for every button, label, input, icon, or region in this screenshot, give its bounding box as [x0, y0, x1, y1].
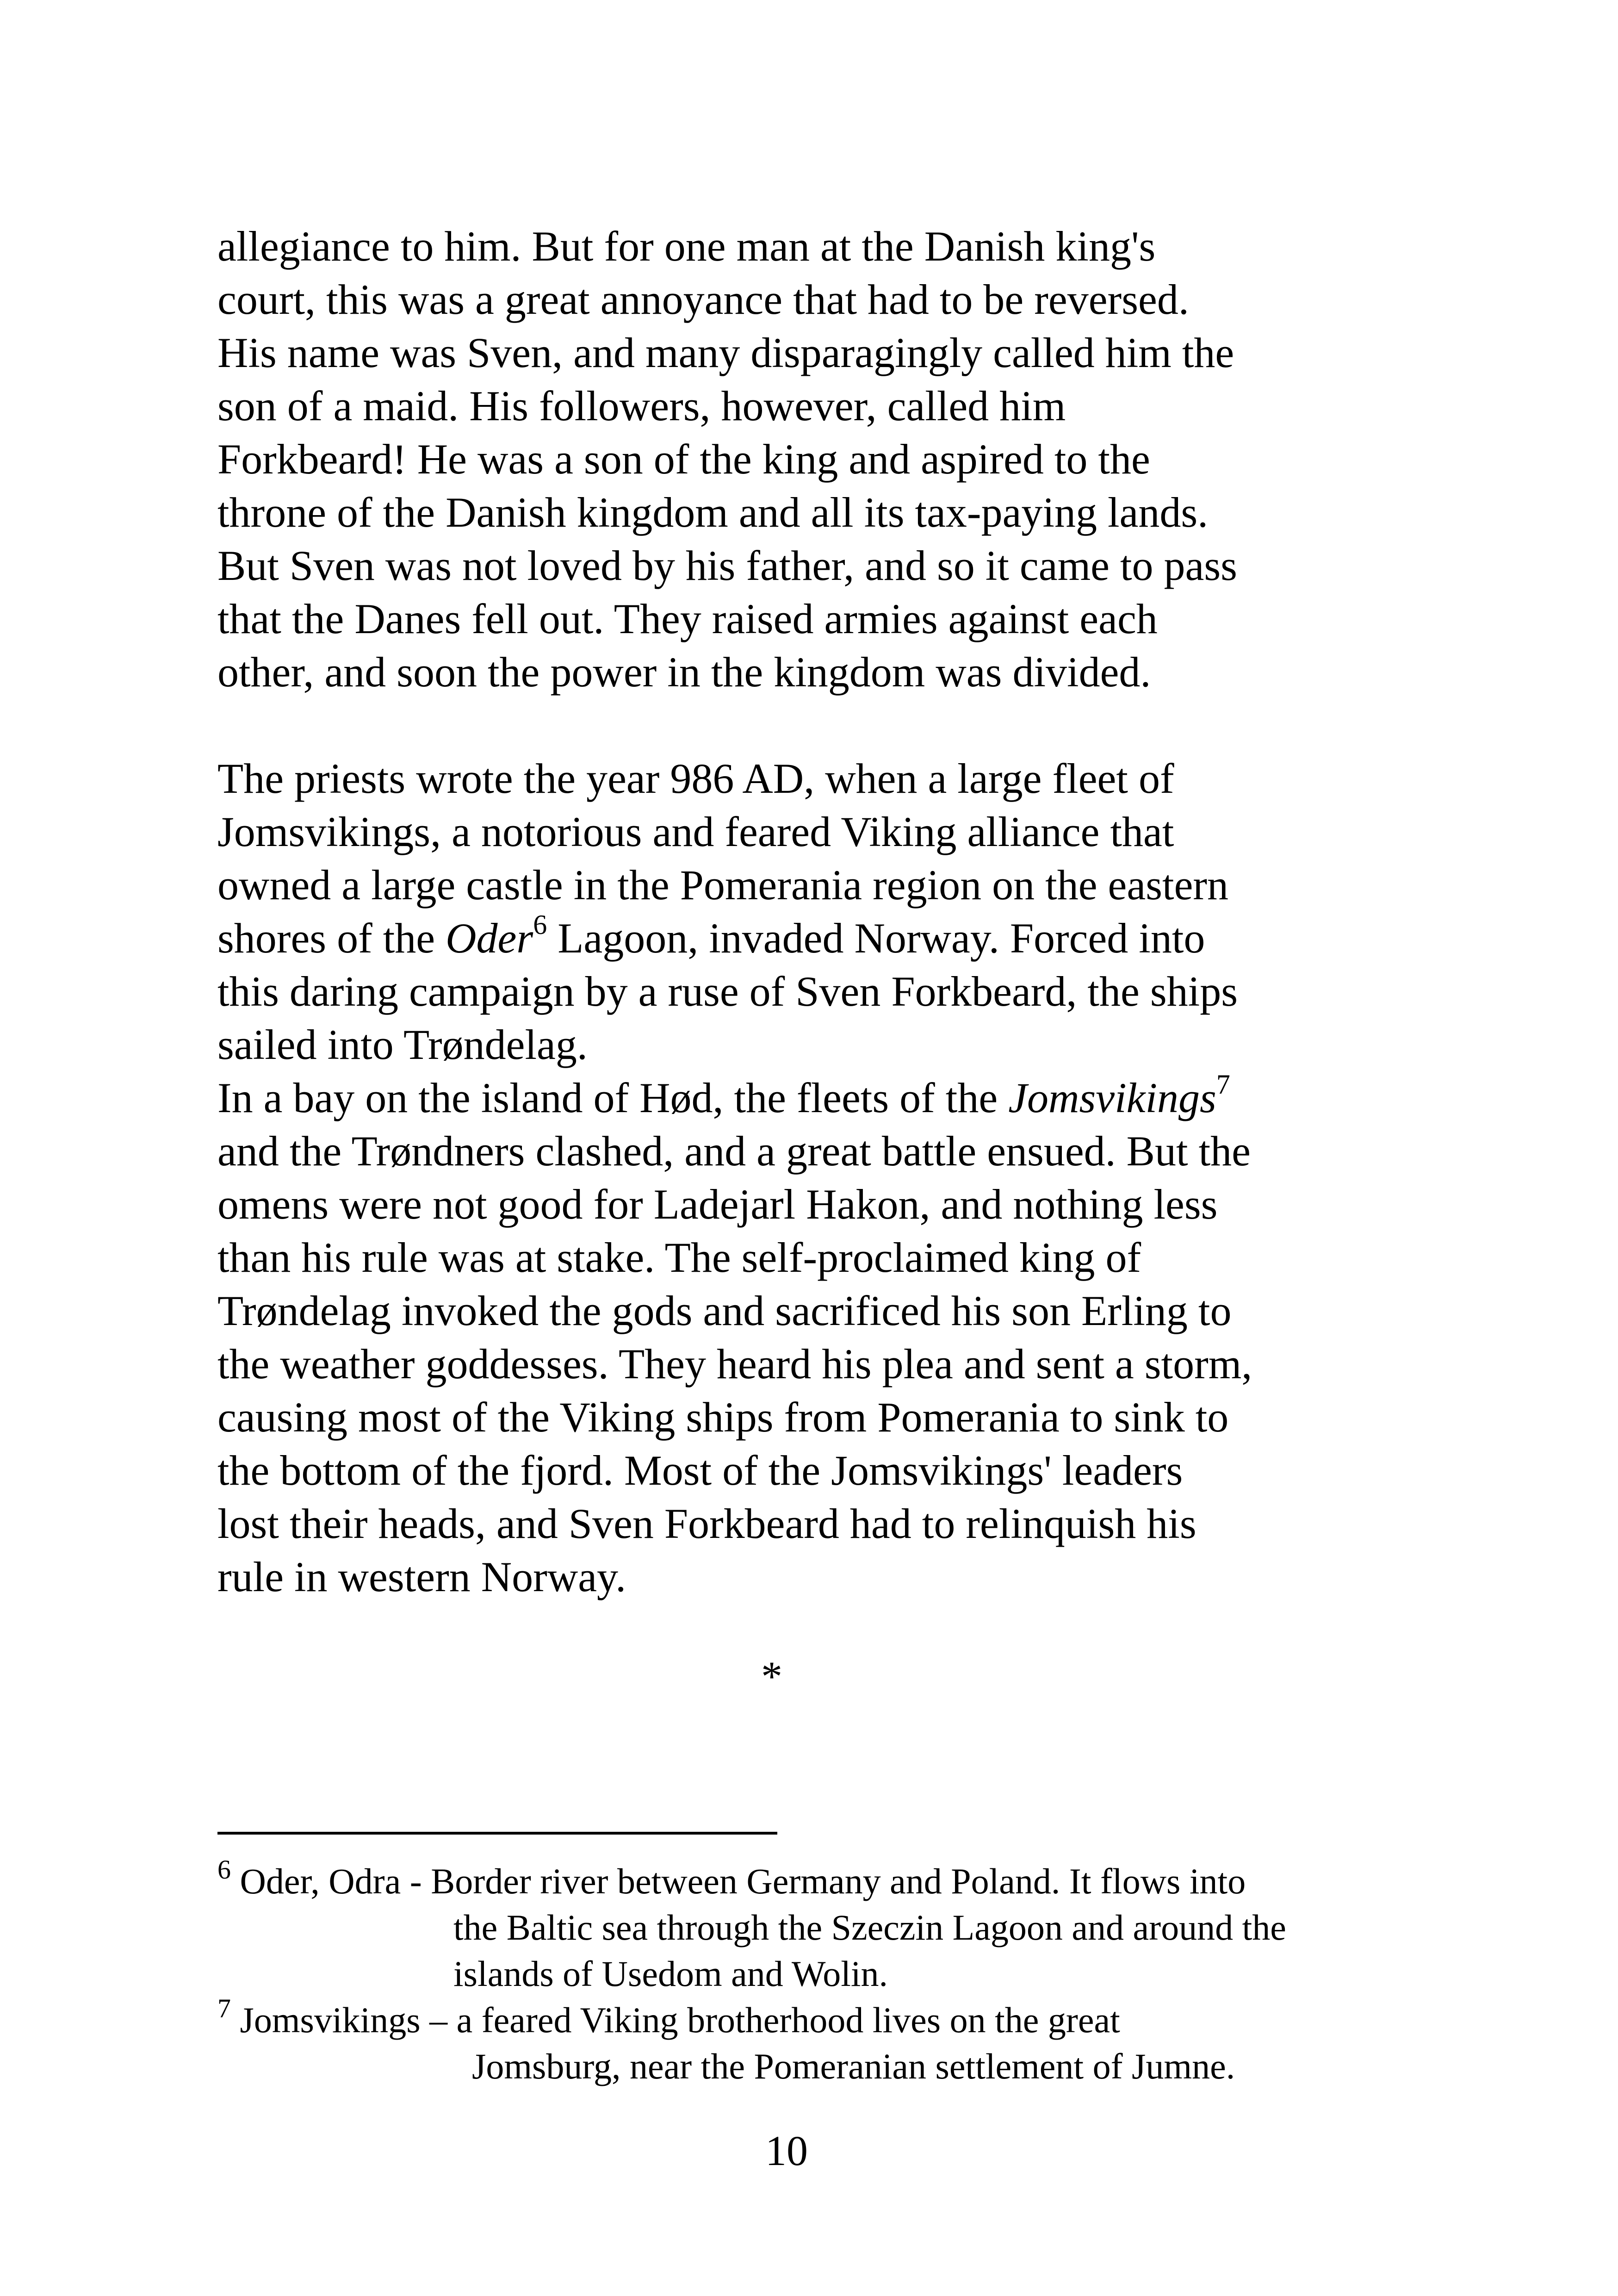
footnote-ref-7[interactable]: 7 [1216, 1069, 1230, 1100]
text-line: The priests wrote the year 986 AD, when a large fleet of [217, 755, 1174, 802]
text-line: omens were not good for Ladejarl Hakon, and nothing less [217, 1181, 1218, 1228]
text-line [217, 909, 1383, 965]
text-line: other, and soon the power in the kingdom was divided. [217, 648, 1151, 696]
italic-term-oder: Oder [446, 915, 533, 962]
section-separator: * [761, 1653, 782, 1700]
footnote-text: Jomsvikings – a feared Viking brotherhood lives on the great [231, 2000, 1120, 2040]
footnote-6-continuation: islands of Usedom and Wolin. [453, 1954, 888, 1994]
text-line: But Sven was not loved by his father, and so it came to pass [217, 542, 1237, 589]
text-line: causing most of the Viking ships from Pomerania to sink to [217, 1394, 1229, 1441]
text-line: than his rule was at stake. The self-proclaimed king of [217, 1234, 1141, 1281]
italic-term-jomsvikings: Jomsvikings [1008, 1074, 1216, 1121]
footnote-marker-7: 7 [217, 1993, 231, 2023]
text-line: court, this was a great annoyance that had to be reversed. [217, 276, 1189, 323]
footnote-7-continuation: Jomsburg, near the Pomeranian settlement of Jumne. [472, 2046, 1235, 2086]
text-line: Jomsvikings, a notorious and feared Viking alliance that [217, 808, 1174, 855]
text-line: rule in western Norway. [217, 1553, 626, 1600]
footnote-ref-6[interactable]: 6 [533, 909, 547, 940]
text-line: that the Danes fell out. They raised armies against each [217, 595, 1158, 642]
text-line: and the Trøndners clashed, and a great battle ensued. But the [217, 1127, 1251, 1175]
text-line: throne of the Danish kingdom and all its tax-paying lands. [217, 489, 1209, 536]
text-line: the bottom of the fjord. Most of the Jomsvikings' leaders [217, 1447, 1183, 1494]
text-line: sailed into Trøndelag. [217, 1021, 588, 1068]
text-line: owned a large castle in the Pomerania region on the eastern [217, 861, 1229, 908]
text-line: this daring campaign by a ruse of Sven Forkbeard, the ships [217, 968, 1238, 1015]
text-segment: Lagoon, invaded Norway. Forced into [547, 915, 1205, 962]
paragraph-gap [217, 699, 1383, 752]
text-segment: In a bay on the island of Hød, the fleets of the [217, 1074, 1009, 1121]
footnote-7 [217, 1993, 1420, 2043]
footnote-text: Oder, Odra - Border river between Germany and Poland. It flows into [231, 1861, 1246, 1901]
footnote-6 [217, 1854, 1420, 1904]
footnotes [217, 1854, 1420, 2090]
page-number: 10 [765, 2127, 808, 2174]
text-line: the weather goddesses. They heard his plea and sent a storm, [217, 1340, 1252, 1388]
text-line: Forkbeard! He was a son of the king and aspired to the [217, 436, 1150, 483]
footnote-divider [217, 1832, 777, 1835]
text-line: Trøndelag invoked the gods and sacrificed his son Erling to [217, 1287, 1232, 1334]
main-text [217, 220, 1383, 1604]
text-line: His name was Sven, and many disparagingly called him the [217, 329, 1234, 376]
footnote-6-continuation: the Baltic sea through the Szeczin Lagoon and around the [453, 1907, 1286, 1948]
text-segment: shores of the [217, 915, 446, 962]
text-line: son of a maid. His followers, however, called him [217, 382, 1066, 429]
text-line: lost their heads, and Sven Forkbeard had to relinquish his [217, 1500, 1196, 1547]
text-line: allegiance to him. But for one man at the Danish king's [217, 223, 1156, 270]
text-line [217, 1071, 1383, 1125]
footnote-marker-6: 6 [217, 1854, 231, 1885]
